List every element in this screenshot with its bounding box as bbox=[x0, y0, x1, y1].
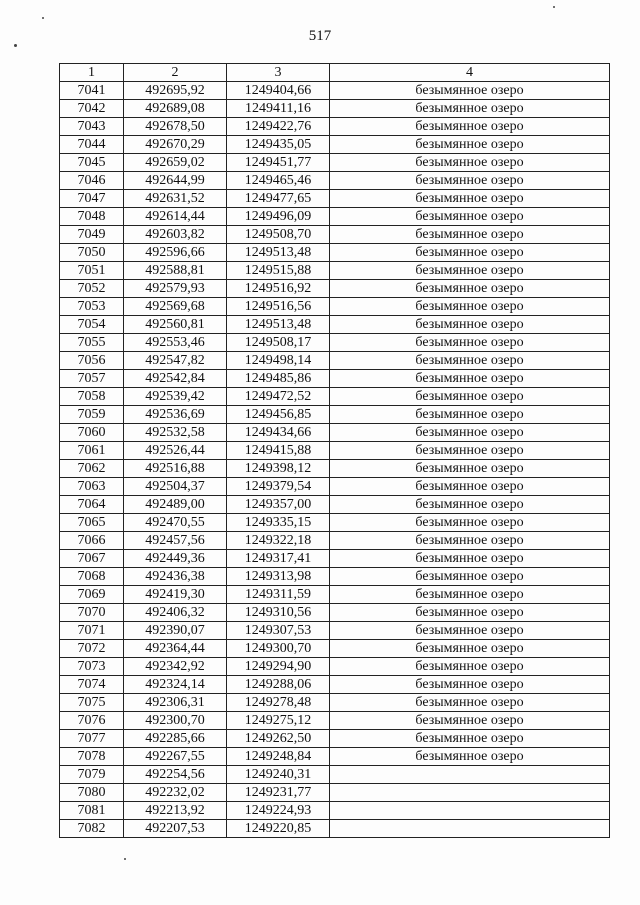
y-coordinate-cell: 1249498,14 bbox=[227, 352, 330, 370]
x-coordinate-cell: 492588,81 bbox=[124, 262, 227, 280]
table-row bbox=[60, 208, 610, 226]
y-coordinate-cell: 1249465,46 bbox=[227, 172, 330, 190]
description-cell: безымянное озеро bbox=[330, 532, 610, 550]
y-coordinate-cell: 1249307,53 bbox=[227, 622, 330, 640]
point-number-cell: 7078 bbox=[60, 748, 124, 766]
table-row bbox=[60, 424, 610, 442]
y-coordinate-cell: 1249472,52 bbox=[227, 388, 330, 406]
y-coordinate-cell: 1249422,76 bbox=[227, 118, 330, 136]
table-row bbox=[60, 730, 610, 748]
point-number-cell: 7065 bbox=[60, 514, 124, 532]
x-coordinate-cell: 492324,14 bbox=[124, 676, 227, 694]
description-cell: безымянное озеро bbox=[330, 424, 610, 442]
y-coordinate-cell: 1249485,86 bbox=[227, 370, 330, 388]
description-cell: безымянное озеро bbox=[330, 640, 610, 658]
point-number-cell: 7067 bbox=[60, 550, 124, 568]
y-coordinate-cell: 1249313,98 bbox=[227, 568, 330, 586]
y-coordinate-cell: 1249311,59 bbox=[227, 586, 330, 604]
description-cell: безымянное озеро bbox=[330, 118, 610, 136]
table-row bbox=[60, 370, 610, 388]
table-row bbox=[60, 226, 610, 244]
x-coordinate-cell: 492644,99 bbox=[124, 172, 227, 190]
x-coordinate-cell: 492695,92 bbox=[124, 82, 227, 100]
description-cell: безымянное озеро bbox=[330, 406, 610, 424]
scan-speck bbox=[42, 17, 44, 19]
table-row bbox=[60, 820, 610, 838]
x-coordinate-cell: 492300,70 bbox=[124, 712, 227, 730]
scan-speck bbox=[14, 44, 17, 47]
y-coordinate-cell: 1249220,85 bbox=[227, 820, 330, 838]
table-row bbox=[60, 766, 610, 784]
coordinates-table-body bbox=[60, 64, 610, 838]
x-coordinate-cell: 492553,46 bbox=[124, 334, 227, 352]
x-coordinate-cell: 492560,81 bbox=[124, 316, 227, 334]
y-coordinate-cell: 1249294,90 bbox=[227, 658, 330, 676]
header-cell-3: 3 bbox=[227, 64, 330, 82]
table-row bbox=[60, 586, 610, 604]
table-row bbox=[60, 298, 610, 316]
description-cell: безымянное озеро bbox=[330, 226, 610, 244]
point-number-cell: 7046 bbox=[60, 172, 124, 190]
point-number-cell: 7045 bbox=[60, 154, 124, 172]
y-coordinate-cell: 1249224,93 bbox=[227, 802, 330, 820]
point-number-cell: 7082 bbox=[60, 820, 124, 838]
table-row bbox=[60, 532, 610, 550]
y-coordinate-cell: 1249398,12 bbox=[227, 460, 330, 478]
point-number-cell: 7044 bbox=[60, 136, 124, 154]
table-row bbox=[60, 802, 610, 820]
description-cell: безымянное озеро bbox=[330, 388, 610, 406]
description-cell: безымянное озеро bbox=[330, 604, 610, 622]
x-coordinate-cell: 492436,38 bbox=[124, 568, 227, 586]
point-number-cell: 7049 bbox=[60, 226, 124, 244]
header-cell-2: 2 bbox=[124, 64, 227, 82]
table-header-row bbox=[60, 64, 610, 82]
y-coordinate-cell: 1249231,77 bbox=[227, 784, 330, 802]
table-row bbox=[60, 406, 610, 424]
point-number-cell: 7047 bbox=[60, 190, 124, 208]
x-coordinate-cell: 492542,84 bbox=[124, 370, 227, 388]
table-row bbox=[60, 694, 610, 712]
description-cell: безымянное озеро bbox=[330, 460, 610, 478]
y-coordinate-cell: 1249379,54 bbox=[227, 478, 330, 496]
x-coordinate-cell: 492603,82 bbox=[124, 226, 227, 244]
description-cell: безымянное озеро bbox=[330, 658, 610, 676]
point-number-cell: 7058 bbox=[60, 388, 124, 406]
point-number-cell: 7041 bbox=[60, 82, 124, 100]
point-number-cell: 7069 bbox=[60, 586, 124, 604]
point-number-cell: 7062 bbox=[60, 460, 124, 478]
point-number-cell: 7081 bbox=[60, 802, 124, 820]
x-coordinate-cell: 492678,50 bbox=[124, 118, 227, 136]
description-cell: безымянное озеро bbox=[330, 748, 610, 766]
table-row bbox=[60, 244, 610, 262]
x-coordinate-cell: 492689,08 bbox=[124, 100, 227, 118]
y-coordinate-cell: 1249508,70 bbox=[227, 226, 330, 244]
description-cell: безымянное озеро bbox=[330, 730, 610, 748]
table-row bbox=[60, 352, 610, 370]
table-row bbox=[60, 334, 610, 352]
description-cell bbox=[330, 784, 610, 802]
table-row bbox=[60, 550, 610, 568]
description-cell: безымянное озеро bbox=[330, 514, 610, 532]
point-number-cell: 7054 bbox=[60, 316, 124, 334]
table-row bbox=[60, 568, 610, 586]
description-cell: безымянное озеро bbox=[330, 190, 610, 208]
table-row bbox=[60, 676, 610, 694]
y-coordinate-cell: 1249300,70 bbox=[227, 640, 330, 658]
table-row bbox=[60, 262, 610, 280]
y-coordinate-cell: 1249278,48 bbox=[227, 694, 330, 712]
y-coordinate-cell: 1249456,85 bbox=[227, 406, 330, 424]
table-row bbox=[60, 280, 610, 298]
x-coordinate-cell: 492532,58 bbox=[124, 424, 227, 442]
table-row bbox=[60, 748, 610, 766]
x-coordinate-cell: 492232,02 bbox=[124, 784, 227, 802]
description-cell bbox=[330, 766, 610, 784]
point-number-cell: 7073 bbox=[60, 658, 124, 676]
x-coordinate-cell: 492504,37 bbox=[124, 478, 227, 496]
x-coordinate-cell: 492659,02 bbox=[124, 154, 227, 172]
y-coordinate-cell: 1249322,18 bbox=[227, 532, 330, 550]
description-cell: безымянное озеро bbox=[330, 154, 610, 172]
point-number-cell: 7059 bbox=[60, 406, 124, 424]
x-coordinate-cell: 492670,29 bbox=[124, 136, 227, 154]
y-coordinate-cell: 1249513,48 bbox=[227, 316, 330, 334]
table-row bbox=[60, 118, 610, 136]
x-coordinate-cell: 492267,55 bbox=[124, 748, 227, 766]
description-cell: безымянное озеро bbox=[330, 442, 610, 460]
description-cell: безымянное озеро bbox=[330, 694, 610, 712]
y-coordinate-cell: 1249434,66 bbox=[227, 424, 330, 442]
description-cell: безымянное озеро bbox=[330, 298, 610, 316]
scan-speck bbox=[553, 6, 555, 8]
x-coordinate-cell: 492547,82 bbox=[124, 352, 227, 370]
y-coordinate-cell: 1249515,88 bbox=[227, 262, 330, 280]
table-row bbox=[60, 442, 610, 460]
point-number-cell: 7063 bbox=[60, 478, 124, 496]
description-cell: безымянное озеро bbox=[330, 352, 610, 370]
y-coordinate-cell: 1249496,09 bbox=[227, 208, 330, 226]
x-coordinate-cell: 492419,30 bbox=[124, 586, 227, 604]
y-coordinate-cell: 1249513,48 bbox=[227, 244, 330, 262]
table-row bbox=[60, 622, 610, 640]
description-cell: безымянное озеро bbox=[330, 568, 610, 586]
table-row bbox=[60, 712, 610, 730]
y-coordinate-cell: 1249435,05 bbox=[227, 136, 330, 154]
y-coordinate-cell: 1249310,56 bbox=[227, 604, 330, 622]
table-row bbox=[60, 136, 610, 154]
header-cell-1: 1 bbox=[60, 64, 124, 82]
page-number: 517 bbox=[308, 28, 332, 44]
description-cell: безымянное озеро bbox=[330, 280, 610, 298]
y-coordinate-cell: 1249275,12 bbox=[227, 712, 330, 730]
point-number-cell: 7060 bbox=[60, 424, 124, 442]
y-coordinate-cell: 1249415,88 bbox=[227, 442, 330, 460]
coordinates-table bbox=[59, 63, 610, 838]
y-coordinate-cell: 1249288,06 bbox=[227, 676, 330, 694]
x-coordinate-cell: 492470,55 bbox=[124, 514, 227, 532]
point-number-cell: 7043 bbox=[60, 118, 124, 136]
description-cell bbox=[330, 802, 610, 820]
y-coordinate-cell: 1249477,65 bbox=[227, 190, 330, 208]
description-cell: безымянное озеро bbox=[330, 550, 610, 568]
x-coordinate-cell: 492213,92 bbox=[124, 802, 227, 820]
point-number-cell: 7077 bbox=[60, 730, 124, 748]
x-coordinate-cell: 492306,31 bbox=[124, 694, 227, 712]
y-coordinate-cell: 1249262,50 bbox=[227, 730, 330, 748]
header-cell-4: 4 bbox=[330, 64, 610, 82]
table-row bbox=[60, 172, 610, 190]
x-coordinate-cell: 492254,56 bbox=[124, 766, 227, 784]
point-number-cell: 7074 bbox=[60, 676, 124, 694]
description-cell: безымянное озеро bbox=[330, 100, 610, 118]
table-row bbox=[60, 514, 610, 532]
y-coordinate-cell: 1249248,84 bbox=[227, 748, 330, 766]
description-cell: безымянное озеро bbox=[330, 316, 610, 334]
description-cell: безымянное озеро bbox=[330, 478, 610, 496]
point-number-cell: 7076 bbox=[60, 712, 124, 730]
table-row bbox=[60, 154, 610, 172]
description-cell: безымянное озеро bbox=[330, 496, 610, 514]
x-coordinate-cell: 492536,69 bbox=[124, 406, 227, 424]
y-coordinate-cell: 1249317,41 bbox=[227, 550, 330, 568]
point-number-cell: 7061 bbox=[60, 442, 124, 460]
point-number-cell: 7068 bbox=[60, 568, 124, 586]
description-cell: безымянное озеро bbox=[330, 136, 610, 154]
x-coordinate-cell: 492390,07 bbox=[124, 622, 227, 640]
x-coordinate-cell: 492526,44 bbox=[124, 442, 227, 460]
table-row bbox=[60, 316, 610, 334]
table-row bbox=[60, 460, 610, 478]
point-number-cell: 7070 bbox=[60, 604, 124, 622]
table-row bbox=[60, 388, 610, 406]
x-coordinate-cell: 492569,68 bbox=[124, 298, 227, 316]
description-cell: безымянное озеро bbox=[330, 262, 610, 280]
x-coordinate-cell: 492516,88 bbox=[124, 460, 227, 478]
x-coordinate-cell: 492614,44 bbox=[124, 208, 227, 226]
x-coordinate-cell: 492457,56 bbox=[124, 532, 227, 550]
point-number-cell: 7055 bbox=[60, 334, 124, 352]
x-coordinate-cell: 492489,00 bbox=[124, 496, 227, 514]
x-coordinate-cell: 492364,44 bbox=[124, 640, 227, 658]
description-cell bbox=[330, 820, 610, 838]
table-row bbox=[60, 82, 610, 100]
point-number-cell: 7080 bbox=[60, 784, 124, 802]
x-coordinate-cell: 492406,32 bbox=[124, 604, 227, 622]
x-coordinate-cell: 492285,66 bbox=[124, 730, 227, 748]
y-coordinate-cell: 1249508,17 bbox=[227, 334, 330, 352]
point-number-cell: 7064 bbox=[60, 496, 124, 514]
x-coordinate-cell: 492631,52 bbox=[124, 190, 227, 208]
x-coordinate-cell: 492539,42 bbox=[124, 388, 227, 406]
table-row bbox=[60, 496, 610, 514]
point-number-cell: 7075 bbox=[60, 694, 124, 712]
x-coordinate-cell: 492449,36 bbox=[124, 550, 227, 568]
y-coordinate-cell: 1249404,66 bbox=[227, 82, 330, 100]
table-row bbox=[60, 658, 610, 676]
table-row bbox=[60, 478, 610, 496]
point-number-cell: 7051 bbox=[60, 262, 124, 280]
x-coordinate-cell: 492207,53 bbox=[124, 820, 227, 838]
y-coordinate-cell: 1249357,00 bbox=[227, 496, 330, 514]
description-cell: безымянное озеро bbox=[330, 370, 610, 388]
y-coordinate-cell: 1249240,31 bbox=[227, 766, 330, 784]
table-row bbox=[60, 640, 610, 658]
description-cell: безымянное озеро bbox=[330, 334, 610, 352]
table-row bbox=[60, 604, 610, 622]
y-coordinate-cell: 1249516,56 bbox=[227, 298, 330, 316]
point-number-cell: 7042 bbox=[60, 100, 124, 118]
x-coordinate-cell: 492342,92 bbox=[124, 658, 227, 676]
y-coordinate-cell: 1249451,77 bbox=[227, 154, 330, 172]
description-cell: безымянное озеро bbox=[330, 244, 610, 262]
x-coordinate-cell: 492596,66 bbox=[124, 244, 227, 262]
point-number-cell: 7056 bbox=[60, 352, 124, 370]
y-coordinate-cell: 1249516,92 bbox=[227, 280, 330, 298]
description-cell: безымянное озеро bbox=[330, 172, 610, 190]
description-cell: безымянное озеро bbox=[330, 208, 610, 226]
point-number-cell: 7071 bbox=[60, 622, 124, 640]
y-coordinate-cell: 1249335,15 bbox=[227, 514, 330, 532]
description-cell: безымянное озеро bbox=[330, 586, 610, 604]
point-number-cell: 7057 bbox=[60, 370, 124, 388]
description-cell: безымянное озеро bbox=[330, 712, 610, 730]
scan-speck bbox=[124, 858, 126, 860]
point-number-cell: 7053 bbox=[60, 298, 124, 316]
description-cell: безымянное озеро bbox=[330, 622, 610, 640]
description-cell: безымянное озеро bbox=[330, 82, 610, 100]
y-coordinate-cell: 1249411,16 bbox=[227, 100, 330, 118]
description-cell: безымянное озеро bbox=[330, 676, 610, 694]
point-number-cell: 7072 bbox=[60, 640, 124, 658]
table-row bbox=[60, 784, 610, 802]
point-number-cell: 7079 bbox=[60, 766, 124, 784]
point-number-cell: 7066 bbox=[60, 532, 124, 550]
point-number-cell: 7050 bbox=[60, 244, 124, 262]
x-coordinate-cell: 492579,93 bbox=[124, 280, 227, 298]
point-number-cell: 7048 bbox=[60, 208, 124, 226]
table-row bbox=[60, 190, 610, 208]
table-row bbox=[60, 100, 610, 118]
point-number-cell: 7052 bbox=[60, 280, 124, 298]
